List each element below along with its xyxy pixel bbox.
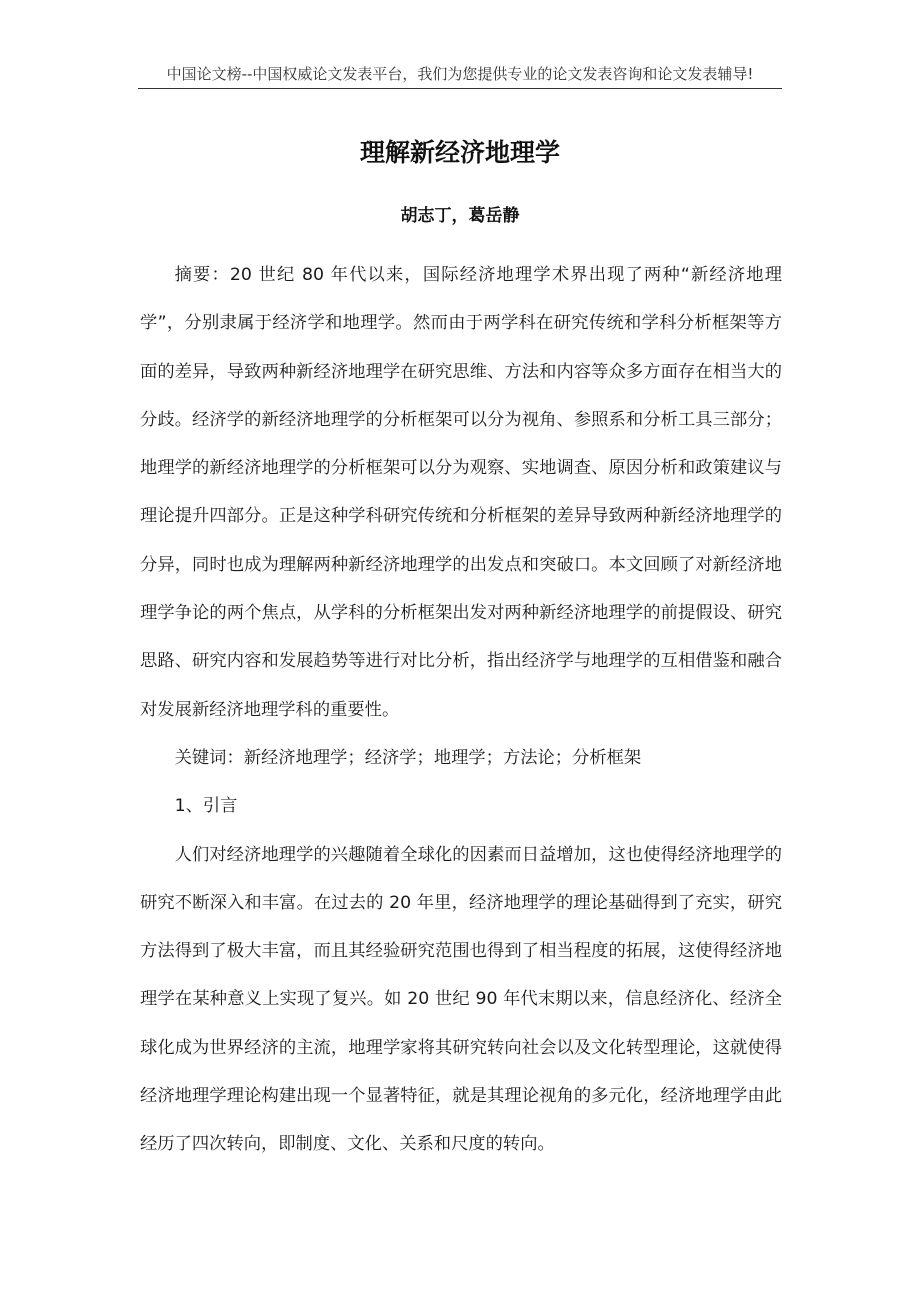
header-divider (138, 88, 782, 89)
paper-body (140, 251, 782, 1169)
paper-authors: 胡志丁，葛岳静 (400, 206, 520, 226)
introduction-paragraph: 人们对经济地理学的兴趣随着全球化的因素而日益增加，这也使得经济地理学的研究不断深入和丰富。在过去的 20 年里，经济地理学的理论基础得到了充实，研究方法得到了极大丰富，而且其经验研究范围也得到了相当程度的拓展，这使得经济地理学在某种意义上实现了复兴。如 20 世纪 90 年代末期以来，信息经济化、经济全球化成为世界经济的主流，地理学家将其研究转向社会以及文化转型理论，这就使得经济地理学理论构建出现一个显著特征，就是其理论视角的多元化，经济地理学由此经历了四次转向，即制度、文化、关系和尺度的转向。 (140, 844, 782, 1155)
paper-title: 理解新经济地理学 (359, 138, 560, 167)
page-header: 中国论文榜--中国权威论文发表平台，我们为您提供专业的论文发表咨询和论文发表辅导! (166, 65, 754, 83)
abstract-paragraph: 摘要：20 世纪 80 年代以来，国际经济地理学术界出现了两种“新经济地理学”，分别隶属于经济学和地理学。然而由于两学科在研究传统和学科分析框架等方面的差异，导致两种新经济地理学在研究思维、方法和内容等众多方面存在相当大的分歧。经济学的新经济地理学的分析框架可以分为视角、参照系和分析工具三部分；地理学的新经济地理学的分析框架可以分为观察、实地调查、原因分析和政策建议与理论提升四部分。正是这种学科研究传统和分析框架的差异导致两种新经济地理学的分异，同时也成为理解两种新经济地理学的出发点和突破口。本文回顾了对新经济地理学争论的两个焦点，从学科的分析框架出发对两种新经济地理学的前提假设、研究思路、研究内容和发展趋势等进行对比分析，指出经济学与地理学的互相借鉴和融合对发展新经济地理学科的重要性。 (140, 265, 782, 720)
section-heading-introduction: 1、引言 (174, 796, 238, 817)
keywords-paragraph: 关键词：新经济地理学；经济学；地理学；方法论；分析框架 (174, 747, 642, 768)
